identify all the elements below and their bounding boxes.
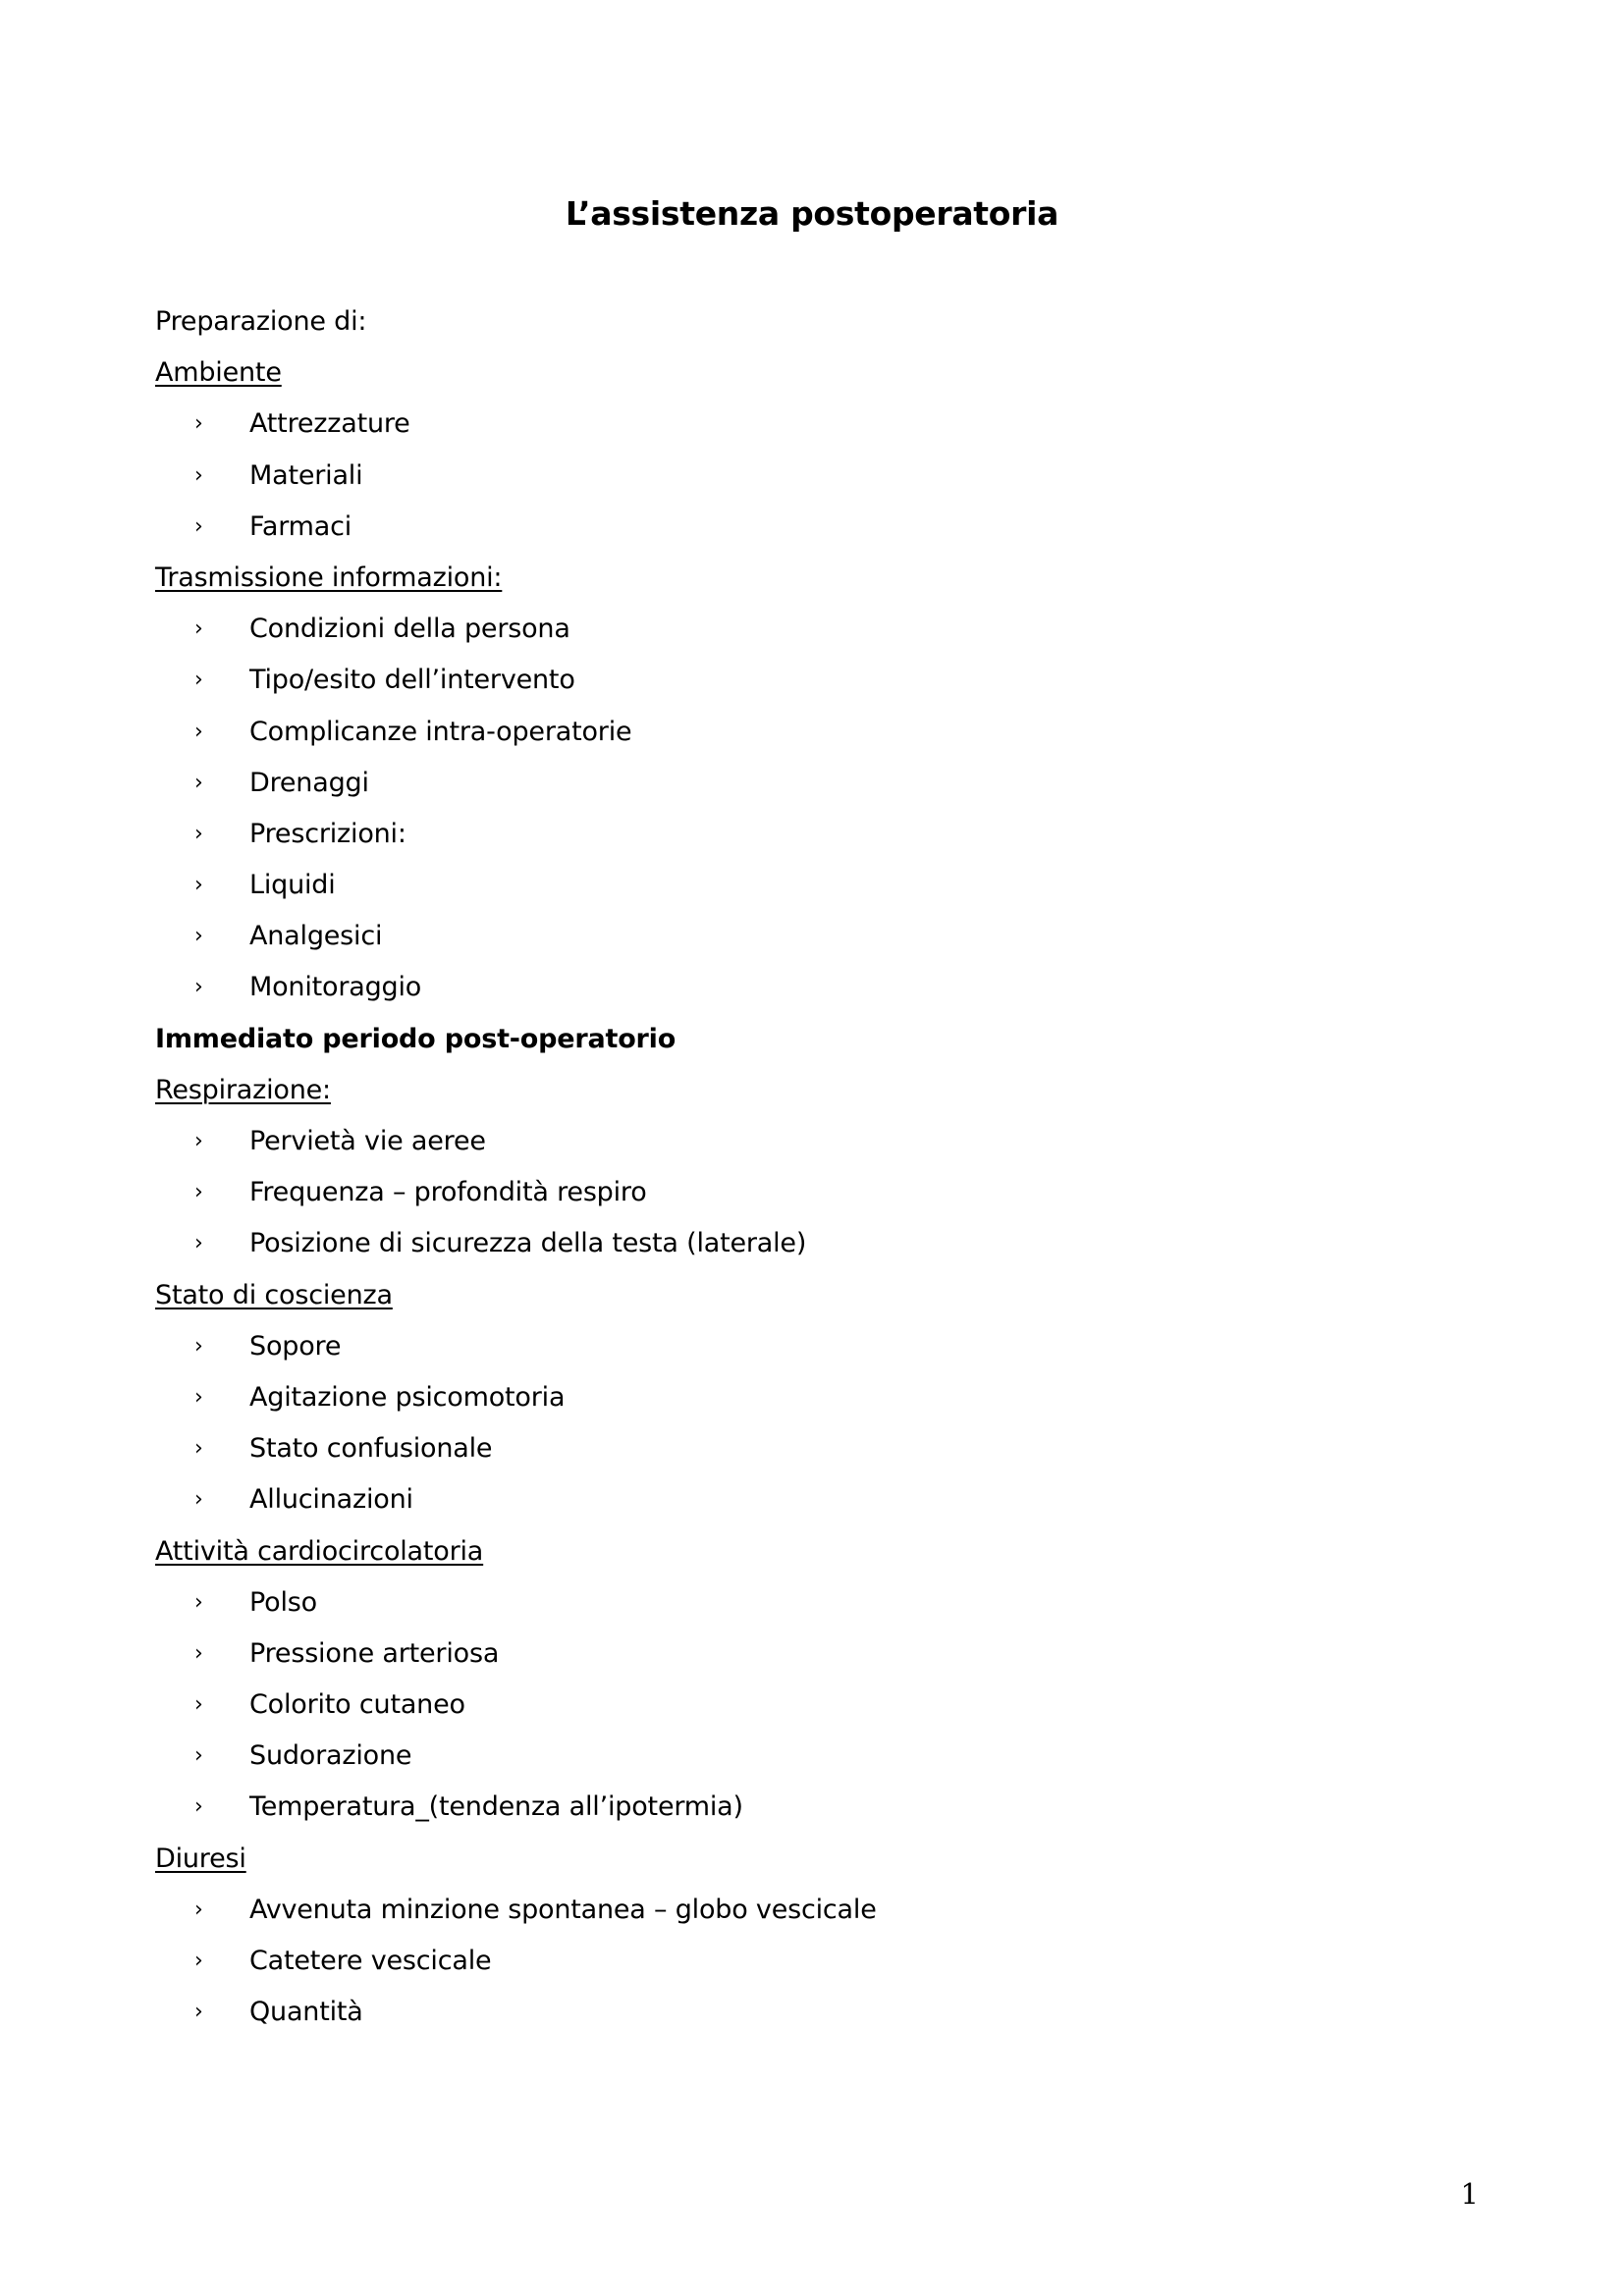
bullet-chevron-icon: › <box>194 2000 203 2025</box>
list-item <box>155 1474 1471 1525</box>
list-item <box>155 1372 1471 1423</box>
list-item <box>155 809 1471 860</box>
bullet-chevron-icon: › <box>194 616 203 642</box>
bullet-chevron-icon: › <box>194 411 203 437</box>
list-item <box>155 1731 1471 1782</box>
list-item-text: Prescrizioni: <box>249 818 406 849</box>
list-item-text: Frequenza – profondità respiro <box>249 1177 647 1208</box>
bullet-chevron-icon: › <box>194 1896 203 1922</box>
list-item-text: Sopore <box>249 1330 342 1362</box>
list-item <box>155 604 1471 655</box>
list-item-text: Analgesici <box>249 921 383 952</box>
list-item <box>155 707 1471 758</box>
list-item-text: Drenaggi <box>249 767 369 798</box>
section-heading-text: Stato di coscienza <box>155 1279 393 1310</box>
list-item <box>155 451 1471 502</box>
bullet-chevron-icon: › <box>194 924 203 949</box>
bullet-chevron-icon: › <box>194 1436 203 1462</box>
list-item-text: Agitazione psicomotoria <box>249 1381 566 1413</box>
list-item <box>155 1167 1471 1218</box>
bullet-chevron-icon: › <box>194 462 203 488</box>
list-item-text: Temperatura_(tendenza all’ipotermia) <box>249 1791 743 1823</box>
list-item <box>155 1782 1471 1833</box>
section-heading <box>155 1834 1471 1885</box>
bullet-chevron-icon: › <box>194 1231 203 1256</box>
list-item-text: Posizione di sicurezza della testa (laterale) <box>249 1228 807 1259</box>
list-item <box>155 911 1471 962</box>
list-item <box>155 1629 1471 1680</box>
list-item-text: Colorito cutaneo <box>249 1689 465 1721</box>
section-heading <box>155 1065 1471 1116</box>
bullet-chevron-icon: › <box>194 1589 203 1615</box>
intro-text-content: Preparazione di: <box>155 306 367 337</box>
list-item-text: Polso <box>249 1586 317 1618</box>
list-item <box>155 962 1471 1013</box>
list-item <box>155 1987 1471 2038</box>
bullet-chevron-icon: › <box>194 1794 203 1820</box>
bullet-chevron-icon: › <box>194 873 203 898</box>
bullet-chevron-icon: › <box>194 1692 203 1718</box>
bullet-chevron-icon: › <box>194 821 203 846</box>
list-item <box>155 1423 1471 1474</box>
list-item-text: Quantità <box>249 1997 363 2028</box>
list-item-text: Pervietà vie aeree <box>249 1126 486 1156</box>
list-item <box>155 399 1471 450</box>
bullet-chevron-icon: › <box>194 1129 203 1153</box>
bullet-chevron-icon: › <box>194 719 203 744</box>
bold-heading-text: Immediato periodo post-operatorio <box>155 1023 677 1054</box>
list-item-text: Condizioni della persona <box>249 614 570 645</box>
list-item-text: Tipo/esito dell’intervento <box>249 665 575 696</box>
list-item-text: Allucinazioni <box>249 1484 413 1516</box>
section-heading <box>155 1526 1471 1577</box>
list-item <box>155 1936 1471 1987</box>
section-heading <box>155 347 1471 399</box>
list-item-text: Pressione arteriosa <box>249 1637 500 1669</box>
list-item <box>155 1321 1471 1372</box>
bullet-chevron-icon: › <box>194 770 203 795</box>
section-heading <box>155 1270 1471 1321</box>
list-item <box>155 655 1471 706</box>
bullet-chevron-icon: › <box>194 1949 203 1973</box>
list-item-text: Stato confusionale <box>249 1433 493 1465</box>
list-item-text: Sudorazione <box>249 1740 412 1772</box>
intro-text <box>155 296 1471 347</box>
bullet-chevron-icon: › <box>194 1640 203 1666</box>
list-item <box>155 1680 1471 1731</box>
bullet-chevron-icon: › <box>194 1384 203 1410</box>
bullet-chevron-icon: › <box>194 513 203 539</box>
bullet-chevron-icon: › <box>194 975 203 1000</box>
list-item-text: Attrezzature <box>249 408 410 440</box>
list-item-text: Materiali <box>249 459 363 491</box>
list-item <box>155 502 1471 553</box>
section-heading-text: Attività cardiocircolatoria <box>155 1535 484 1567</box>
list-item-text: Catetere vescicale <box>249 1946 492 1976</box>
section-heading-text: Diuresi <box>155 1842 246 1874</box>
list-item <box>155 758 1471 809</box>
list-item <box>155 860 1471 911</box>
section-heading <box>155 553 1471 604</box>
bullet-chevron-icon: › <box>194 1487 203 1513</box>
list-item <box>155 1116 1471 1167</box>
bullet-chevron-icon: › <box>194 1180 203 1205</box>
list-item-text: Farmaci <box>249 510 352 542</box>
list-item-text: Avvenuta minzione spontanea – globo vescicale <box>249 1894 877 1925</box>
document-title: L’assistenza postoperatoria <box>565 194 1059 233</box>
bullet-chevron-icon: › <box>194 667 203 693</box>
document-body <box>155 296 1471 2038</box>
bullet-chevron-icon: › <box>194 1333 203 1359</box>
list-item <box>155 1218 1471 1269</box>
list-item-text: Complicanze intra-operatorie <box>249 716 632 747</box>
list-item-text: Monitoraggio <box>249 972 422 1003</box>
page-number: 1 <box>1460 2177 1479 2211</box>
list-item <box>155 1577 1471 1629</box>
list-item-text: Liquidi <box>249 870 336 901</box>
section-heading-text: Respirazione: <box>155 1074 331 1105</box>
bullet-chevron-icon: › <box>194 1743 203 1769</box>
bold-heading <box>155 1014 1471 1065</box>
section-heading-text: Ambiente <box>155 357 282 389</box>
list-item <box>155 1885 1471 1936</box>
section-heading-text: Trasmissione informazioni: <box>155 561 503 593</box>
